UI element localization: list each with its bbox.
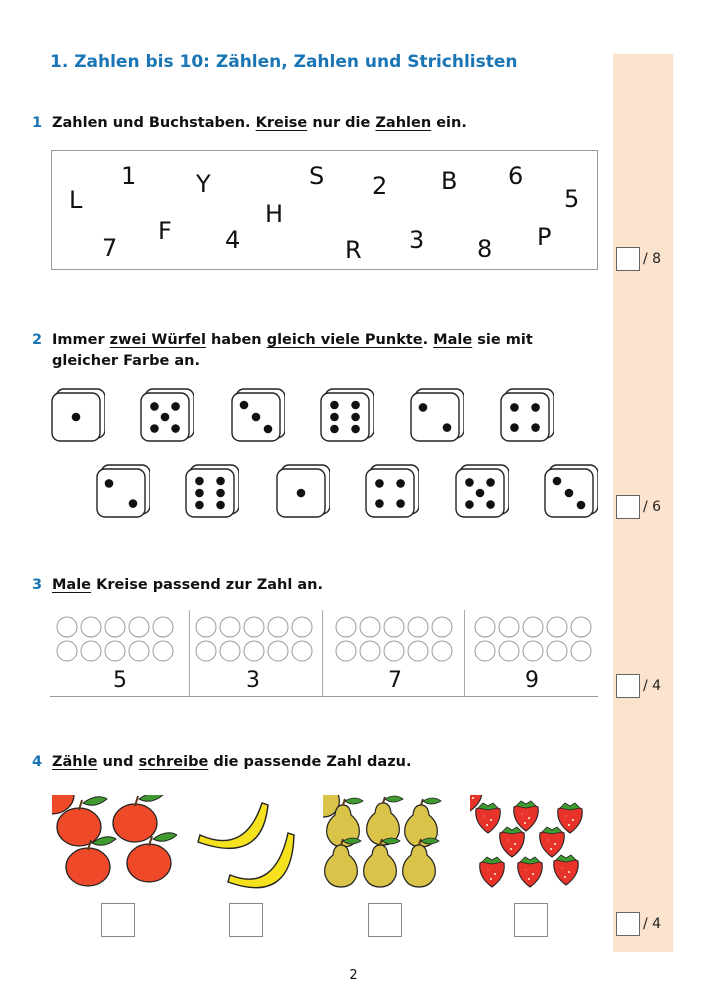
score-task-3: [616, 674, 661, 698]
die-pip: [486, 500, 495, 509]
page-number: 2: [349, 968, 358, 983]
empty-circle: [244, 641, 264, 661]
die-pip: [330, 413, 339, 422]
empty-circle: [57, 641, 77, 661]
empty-circle: [523, 617, 543, 637]
die-3[interactable]: [544, 464, 598, 518]
die-pip: [565, 489, 574, 498]
empty-circle: [220, 617, 240, 637]
die-pip: [216, 477, 225, 486]
circle-grid: [50, 610, 598, 697]
die-pip: [486, 478, 495, 487]
die-2[interactable]: [96, 464, 150, 518]
letter-item[interactable]: P: [537, 223, 552, 251]
die-pip: [396, 479, 405, 488]
empty-circle: [475, 641, 495, 661]
answer-box-strawberries[interactable]: [514, 903, 548, 937]
die-3[interactable]: [231, 388, 285, 442]
die-pip: [531, 423, 540, 432]
die-pip: [216, 501, 225, 510]
letters-box: [51, 150, 598, 270]
empty-circle: [105, 617, 125, 637]
task-text: Zahlen und Buchstaben. Kreise nur die Zahlen ein.: [52, 115, 467, 131]
task-number: 2: [32, 332, 43, 348]
task-number: 1: [32, 115, 43, 131]
die-4[interactable]: [500, 388, 554, 442]
answer-box-bananas[interactable]: [229, 903, 263, 937]
circle-group: [325, 610, 465, 696]
die-pip: [72, 413, 81, 422]
die-pip: [129, 499, 138, 508]
score-label: / 4: [643, 678, 662, 694]
empty-circle: [360, 641, 380, 661]
die-pip: [465, 478, 474, 487]
task-3-instruction: [32, 575, 602, 596]
empty-circle: [129, 641, 149, 661]
empty-circle: [292, 617, 312, 637]
empty-circle: [499, 641, 519, 661]
empty-circle: [220, 641, 240, 661]
die-pip: [375, 479, 384, 488]
die-pip: [510, 423, 519, 432]
empty-circle: [523, 641, 543, 661]
die-pip: [351, 413, 360, 422]
empty-circle: [408, 641, 428, 661]
page-title: 1. Zahlen bis 10: Zählen, Zahlen und Strichlisten: [50, 52, 518, 72]
letter-item[interactable]: H: [265, 200, 284, 228]
empty-circle: [571, 641, 591, 661]
die-pip: [297, 489, 306, 498]
empty-circle: [384, 641, 404, 661]
empty-circle: [336, 641, 356, 661]
bananas-illustration: [195, 795, 305, 890]
empty-circle: [292, 641, 312, 661]
letter-item[interactable]: 6: [508, 162, 524, 190]
score-box[interactable]: [616, 912, 640, 936]
empty-circle: [384, 617, 404, 637]
empty-circle: [268, 641, 288, 661]
die-pip: [150, 402, 159, 411]
task-number: 4: [32, 754, 43, 770]
die-pip: [375, 499, 384, 508]
empty-circle: [81, 617, 101, 637]
score-task-2: [616, 495, 661, 519]
die-1[interactable]: [51, 388, 105, 442]
die-pip: [419, 403, 428, 412]
die-pip: [465, 500, 474, 509]
circle-group-number: 7: [388, 668, 402, 693]
empty-circle: [153, 641, 173, 661]
task-1-instruction: [32, 113, 602, 134]
letter-item[interactable]: 8: [477, 235, 493, 263]
die-pip: [553, 477, 562, 486]
die-pip: [195, 489, 204, 498]
empty-circle: [360, 617, 380, 637]
letter-item[interactable]: 3: [409, 226, 425, 254]
die-5[interactable]: [455, 464, 509, 518]
die-pip: [195, 477, 204, 486]
circle-group-number: 5: [113, 668, 127, 693]
die-pip: [330, 425, 339, 434]
die-pip: [510, 403, 519, 412]
empty-circle: [571, 617, 591, 637]
empty-circle: [57, 617, 77, 637]
die-pip: [264, 425, 273, 434]
empty-circle: [129, 617, 149, 637]
task-number: 3: [32, 577, 43, 593]
task-text: Zähle und schreibe die passende Zahl dazu.: [52, 754, 412, 770]
die-4[interactable]: [365, 464, 419, 518]
die-pip: [443, 423, 452, 432]
task-text: Male Kreise passend zur Zahl an.: [52, 577, 324, 593]
letter-item[interactable]: S: [309, 162, 325, 190]
answer-box-apples[interactable]: [101, 903, 135, 937]
empty-circle: [408, 617, 428, 637]
die-2[interactable]: [410, 388, 464, 442]
circles[interactable]: [474, 616, 606, 666]
die-1[interactable]: [276, 464, 330, 518]
die-pip: [252, 413, 261, 422]
die-pip: [240, 401, 249, 410]
die-5[interactable]: [140, 388, 194, 442]
circle-group: [50, 610, 190, 696]
task-text: Immer zwei Würfel haben gleich viele Punkte. Male sie mit gleicher Farbe an.: [52, 332, 533, 369]
letter-item[interactable]: R: [345, 236, 362, 264]
empty-circle: [432, 617, 452, 637]
empty-circle: [153, 617, 173, 637]
die-pip: [171, 424, 180, 433]
die-pip: [195, 501, 204, 510]
die-pip: [330, 401, 339, 410]
score-task-4: [616, 912, 661, 936]
circles[interactable]: [335, 616, 467, 666]
die-pip: [351, 425, 360, 434]
strawberries-illustration: [470, 795, 595, 890]
empty-circle: [196, 641, 216, 661]
empty-circle: [547, 641, 567, 661]
score-label: / 8: [643, 251, 662, 267]
empty-circle: [475, 617, 495, 637]
pears-illustration: [323, 795, 448, 890]
die-pip: [150, 424, 159, 433]
letter-item[interactable]: 5: [564, 185, 580, 213]
die-pip: [216, 489, 225, 498]
empty-circle: [547, 617, 567, 637]
letter-item[interactable]: B: [441, 167, 458, 195]
answer-box-pears[interactable]: [368, 903, 402, 937]
empty-circle: [196, 617, 216, 637]
letter-item[interactable]: 1: [121, 162, 137, 190]
circle-group: [183, 610, 323, 696]
letter-item[interactable]: F: [158, 217, 172, 245]
score-box[interactable]: [616, 495, 640, 519]
empty-circle: [244, 617, 264, 637]
task-4-instruction: [32, 752, 602, 773]
empty-circle: [268, 617, 288, 637]
circles[interactable]: [56, 616, 188, 666]
empty-circle: [499, 617, 519, 637]
letter-item[interactable]: 4: [225, 226, 241, 254]
task-2-instruction: [32, 330, 602, 372]
die-pip: [476, 489, 485, 498]
score-label: / 4: [643, 916, 662, 932]
die-pip: [105, 479, 114, 488]
die-6[interactable]: [320, 388, 374, 442]
circle-group-number: 3: [246, 668, 260, 693]
score-task-1: [616, 247, 661, 271]
empty-circle: [336, 617, 356, 637]
letter-item[interactable]: 7: [102, 234, 118, 262]
circle-group-number: 9: [525, 668, 539, 693]
die-pip: [396, 499, 405, 508]
letter-item[interactable]: 2: [372, 172, 388, 200]
die-pip: [161, 413, 170, 422]
die-pip: [171, 402, 180, 411]
die-pip: [351, 401, 360, 410]
letter-item[interactable]: Y: [196, 170, 211, 198]
die-pip: [577, 501, 586, 510]
circles[interactable]: [195, 616, 327, 666]
empty-circle: [81, 641, 101, 661]
score-box[interactable]: [616, 247, 640, 271]
empty-circle: [432, 641, 452, 661]
apples-illustration: [52, 795, 177, 890]
score-label: / 6: [643, 499, 662, 515]
die-pip: [531, 403, 540, 412]
score-box[interactable]: [616, 674, 640, 698]
empty-circle: [105, 641, 125, 661]
letter-item[interactable]: L: [69, 186, 83, 214]
circle-group: [466, 610, 598, 696]
die-6[interactable]: [185, 464, 239, 518]
